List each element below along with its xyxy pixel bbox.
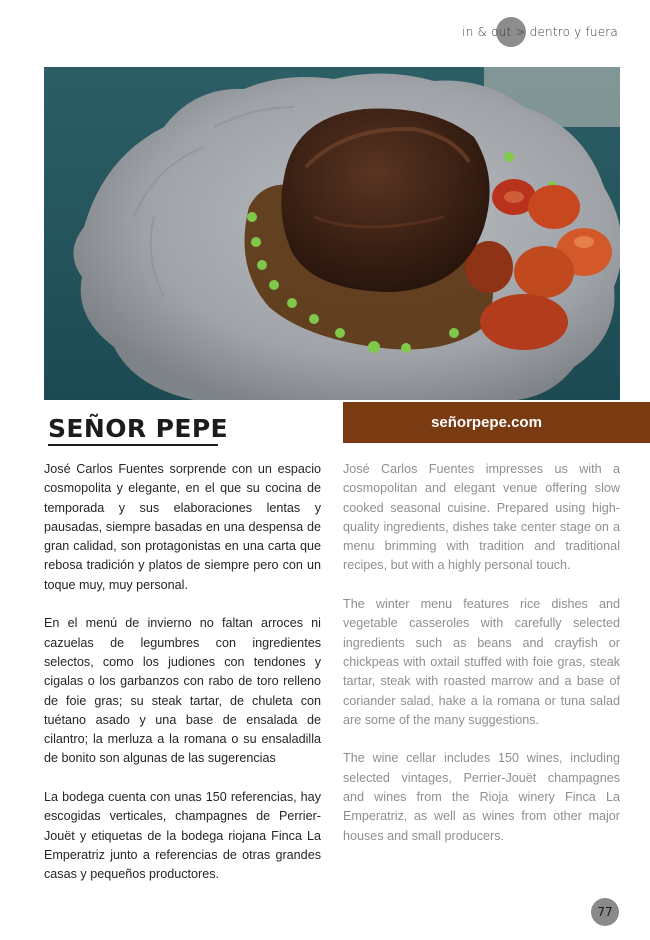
title-underline — [48, 444, 218, 446]
spanish-paragraph: La bodega cuenta con unas 150 referencias, hay escogidas verticales, champagnes de Perrier-Jouët y etiquetas de la bodega riojana Finca La Emperatriz junto a referencias de otras grandes casas y pequeños productores. — [44, 790, 321, 882]
hero-photo — [44, 67, 620, 400]
spanish-paragraph: En el menú de invierno no faltan arroces ni cazuelas de legumbres con ingredientes selectos, como los judiones con tendones y cigalas o los garbanzos con rabo de toro relleno de foie gras; su steak tartar, de chuleta con tuétano asado y una base de ensalada de cilantro; la merluza a la romana o su ensaladilla de bonito son algunas de las sugerencias — [44, 616, 321, 766]
dish-illustration — [44, 67, 620, 400]
english-column — [343, 460, 620, 865]
english-paragraph: The winter menu features rice dishes and vegetable casseroles with carefully selected ingredients such as beans and crayfish or chickpeas with oxtail stuffed with foie gras, steak tartar, steak with roasted marrow and a base of coriander salad, hake a la romana or tuna salad are some of the many suggestions. — [343, 597, 620, 727]
english-paragraph: José Carlos Fuentes impresses us with a cosmopolitan and elegant venue offering slow cooked seasonal cuisine. Prepared using high-quality ingredients, dishes take center stage on a menu brimming with tradition and traditional recipes, but with a highly personal touch. — [343, 462, 620, 573]
website-link[interactable]: señorpepe.com — [431, 414, 542, 431]
article-title: SEÑOR PEPE — [48, 414, 229, 443]
english-paragraph: The wine cellar includes 150 wines, including selected vintages, Perrier-Jouët champagnes and wines from the Rioja winery Finca La Emperatriz, as well as wines from other major houses and small producers. — [343, 751, 620, 843]
spanish-paragraph: José Carlos Fuentes sorprende con un espacio cosmopolita y elegante, en el que su cocina de temporada y sus elaboraciones lentas y pausadas, siempre basadas en una despensa de gran calidad, son protagonistas en una carta que rebosa tradición y platos de siempre pero con un toque muy, muy personal. — [44, 462, 321, 592]
spanish-column — [44, 460, 321, 904]
section-header — [462, 18, 618, 46]
page-number: 77 — [591, 898, 619, 926]
website-banner — [343, 402, 650, 443]
section-label: in & out > dentro y fuera — [462, 25, 618, 39]
